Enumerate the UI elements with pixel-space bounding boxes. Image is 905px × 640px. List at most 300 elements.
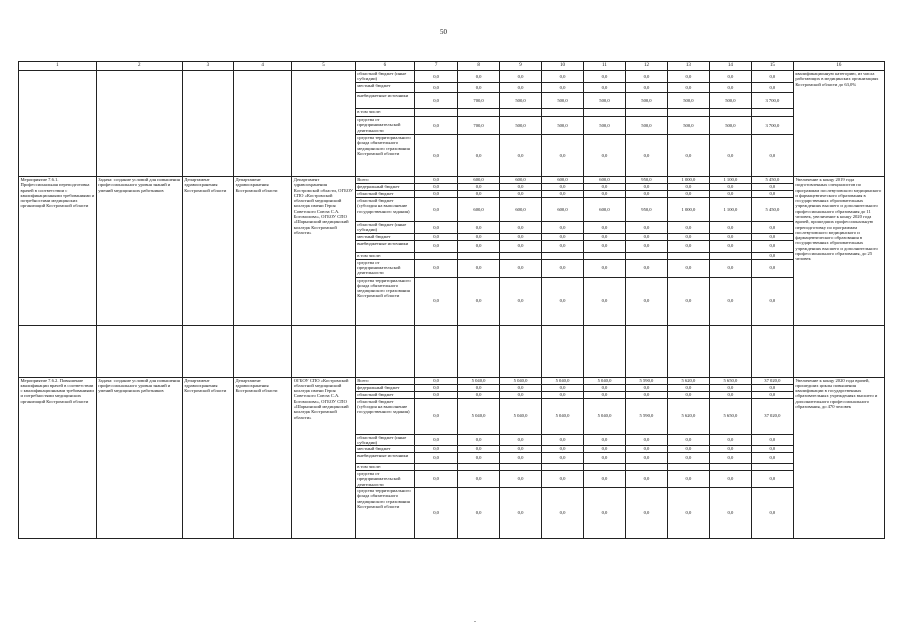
value-cell: 1 100,0 [709, 177, 751, 184]
executor-cell: Департамент здравоохранения Костромской области [233, 377, 291, 539]
value-cell: 0,0 [500, 471, 542, 488]
value-cell: 0,0 [709, 259, 751, 277]
value-cell: 600,0 [583, 198, 625, 222]
value-cell: 3 700,0 [751, 117, 793, 135]
funding-source: местный бюджет [355, 446, 414, 453]
empty-cell [415, 325, 458, 377]
value-cell: 5 620,0 [667, 377, 709, 384]
value-cell: 0,0 [751, 384, 793, 391]
value-cell: 0,0 [751, 71, 793, 83]
value-cell: 0,0 [542, 135, 584, 177]
value-cell: 0,0 [458, 391, 500, 398]
value-cell: 0,0 [415, 434, 458, 446]
value-cell: 500,0 [625, 117, 667, 135]
value-cell: 0,0 [542, 222, 584, 234]
value-cell: 5 040,0 [500, 377, 542, 384]
page-number: 50 [440, 28, 447, 36]
empty-cell [292, 325, 355, 377]
value-cell [458, 252, 500, 259]
value-cell: 0,0 [583, 240, 625, 252]
value-cell: 0,0 [751, 453, 793, 464]
header-cell: 14 [709, 62, 751, 71]
empty-cell [458, 325, 500, 377]
value-cell: 0,0 [709, 240, 751, 252]
value-cell: 500,0 [709, 93, 751, 109]
value-cell: 500,0 [542, 117, 584, 135]
value-cell: 0,0 [500, 259, 542, 277]
value-cell: 0,0 [583, 391, 625, 398]
header-cell: 15 [751, 62, 793, 71]
value-cell: 5 620,0 [667, 398, 709, 434]
value-cell: 0,0 [667, 233, 709, 240]
value-cell: 0,0 [415, 277, 458, 325]
value-cell: 0,0 [709, 184, 751, 191]
value-cell: 0,0 [625, 135, 667, 177]
funding-source: областной бюджет [355, 391, 414, 398]
value-cell: 0,0 [542, 277, 584, 325]
expected-result: квалификационную категорию, из числа работающих в медицинских организациях Костромской области до 63,0% [793, 71, 884, 177]
empty-cell [751, 325, 793, 377]
value-cell: 0,0 [542, 453, 584, 464]
value-cell: 0,0 [500, 488, 542, 539]
value-cell: 500,0 [709, 117, 751, 135]
task-cell: Задача: создание условий для повышения профессионального уровня знаний и умений медицинских работников [96, 177, 182, 326]
value-cell: 0,0 [625, 277, 667, 325]
value-cell: 0,0 [583, 222, 625, 234]
value-cell: 0,0 [625, 391, 667, 398]
funding-source: внебюджетные источники [355, 240, 414, 252]
value-cell: 0,0 [625, 471, 667, 488]
funding-source: местный бюджет [355, 233, 414, 240]
funding-source: средства от предпринимательской деятельности [355, 259, 414, 277]
value-cell: 0,0 [667, 446, 709, 453]
funding-source: областной бюджет [355, 191, 414, 198]
header-cell: 11 [583, 62, 625, 71]
empty-cell [355, 325, 414, 377]
value-cell [583, 252, 625, 259]
value-cell: 0,0 [415, 453, 458, 464]
value-cell: 0,0 [500, 83, 542, 93]
value-cell: 0,0 [667, 222, 709, 234]
value-cell: 0,0 [583, 434, 625, 446]
value-cell: 0,0 [542, 240, 584, 252]
value-cell [415, 109, 458, 117]
value-cell: 500,0 [542, 93, 584, 109]
value-cell: 0,0 [751, 391, 793, 398]
header-cell: 7 [415, 62, 458, 71]
value-cell: 500,0 [667, 117, 709, 135]
value-cell: 0,0 [751, 471, 793, 488]
value-cell: 0,0 [500, 233, 542, 240]
coordinator-cell: Департамент здравоохранения Костромской области [182, 377, 233, 539]
value-cell: 0,0 [415, 117, 458, 135]
value-cell: 0,0 [709, 384, 751, 391]
value-cell: 0,0 [458, 488, 500, 539]
value-cell: 0,0 [415, 71, 458, 83]
value-cell: 0,0 [709, 446, 751, 453]
value-cell: 0,0 [500, 191, 542, 198]
value-cell: 950,0 [625, 198, 667, 222]
funding-source: местный бюджет [355, 83, 414, 93]
empty-cell [542, 325, 584, 377]
value-cell: 5 650,0 [709, 398, 751, 434]
value-cell: 0,0 [625, 191, 667, 198]
empty-cell [182, 325, 233, 377]
value-cell: 0,0 [542, 259, 584, 277]
value-cell: 0,0 [667, 259, 709, 277]
header-cell: 13 [667, 62, 709, 71]
value-cell [458, 109, 500, 117]
header-cell: 16 [793, 62, 884, 71]
value-cell: 0,0 [415, 191, 458, 198]
value-cell [625, 464, 667, 471]
expected-result: Увеличение к концу 2020 года врачей, прошедших циклы повышения квалификации в государственных образовательных учреждениях высшего и дополнительного профессионального образования, до 470 человек [793, 377, 884, 539]
value-cell: 0,0 [709, 277, 751, 325]
value-cell [667, 464, 709, 471]
value-cell: 0,0 [500, 446, 542, 453]
value-cell [458, 464, 500, 471]
task-cell: Задача: создание условий для повышения профессионального уровня знаний и умений медицинских работников [96, 377, 182, 539]
value-cell: 37 020,0 [751, 377, 793, 384]
value-cell [500, 252, 542, 259]
expected-result: Увеличение к концу 2019 года подготовленных специалистов по программам послевузовского медицинского и фармацевтического образования в государственных образовательных учреждениях высшего и дополнительного профессионального образования до 11 человек, увеличение к концу 2020 года врачей, прошедших профессиональную переподготовку по программам послевузовского медицинского и фармацевтического образования в государственных образовательных учреждениях высшего и дополнительного профессионального образования, до 25 человек [793, 177, 884, 326]
value-cell: 0,0 [542, 434, 584, 446]
funding-source: областной бюджет (иные субсидии) [355, 222, 414, 234]
funding-source: в том числе: [355, 464, 414, 471]
value-cell [542, 252, 584, 259]
value-cell: 0,0 [415, 93, 458, 109]
value-cell: 0,0 [415, 184, 458, 191]
header-cell: 4 [233, 62, 291, 71]
value-cell [625, 252, 667, 259]
blank-cell [96, 71, 182, 177]
value-cell: 0,0 [415, 135, 458, 177]
funding-source: средства от предпринимательской деятельности [355, 117, 414, 135]
value-cell: 0,0 [415, 222, 458, 234]
value-cell: 0,0 [625, 446, 667, 453]
value-cell: 5 040,0 [542, 377, 584, 384]
value-cell: 0,0 [583, 191, 625, 198]
header-cell: 3 [182, 62, 233, 71]
header-cell: 9 [500, 62, 542, 71]
value-cell: 0,0 [583, 277, 625, 325]
value-cell: 0,0 [625, 240, 667, 252]
value-cell: 0,0 [583, 488, 625, 539]
value-cell: 5 450,0 [751, 177, 793, 184]
value-cell: 0,0 [458, 277, 500, 325]
value-cell: 0,0 [625, 488, 667, 539]
header-cell: 8 [458, 62, 500, 71]
value-cell: 0,0 [500, 71, 542, 83]
value-cell: 1 000,0 [667, 177, 709, 184]
value-cell: 3 700,0 [751, 93, 793, 109]
value-cell: 0,0 [751, 222, 793, 234]
value-cell: 0,0 [751, 135, 793, 177]
value-cell: 0,0 [500, 184, 542, 191]
value-cell: 0,0 [709, 83, 751, 93]
measure-name: Мероприятие 7.6.1. Профессиональная переподготовка врачей в соответствии с квалификационными требованиями и потребностями медицинских организаций Костромской области [19, 177, 97, 326]
value-cell: 0,0 [542, 471, 584, 488]
value-cell: 0,0 [458, 83, 500, 93]
table-row [19, 377, 885, 384]
value-cell: 0,0 [458, 434, 500, 446]
value-cell: 0,0 [667, 488, 709, 539]
value-cell [709, 252, 751, 259]
value-cell: 0,0 [709, 71, 751, 83]
value-cell [709, 109, 751, 117]
funding-source: федеральный бюджет [355, 384, 414, 391]
value-cell: 0,0 [583, 83, 625, 93]
value-cell: 0,0 [667, 434, 709, 446]
value-cell: 0,0 [625, 259, 667, 277]
budget-table [18, 61, 885, 539]
value-cell: 0,0 [709, 222, 751, 234]
value-cell: 0,0 [415, 377, 458, 384]
value-cell: 500,0 [500, 93, 542, 109]
value-cell: 0,0 [583, 453, 625, 464]
value-cell: 0,0 [542, 488, 584, 539]
funding-source: областной бюджет (иные субсидии) [355, 71, 414, 83]
value-cell: 5 040,0 [458, 377, 500, 384]
value-cell [542, 464, 584, 471]
value-cell [500, 109, 542, 117]
value-cell: 0,0 [709, 488, 751, 539]
value-cell: 0,0 [542, 384, 584, 391]
value-cell: 5 040,0 [583, 398, 625, 434]
value-cell: 0,0 [667, 240, 709, 252]
funding-source: областной бюджет (субсидия на выполнение государственного задания) [355, 198, 414, 222]
value-cell: 0,0 [415, 259, 458, 277]
value-cell: 0,0 [625, 222, 667, 234]
value-cell: 0,0 [667, 135, 709, 177]
value-cell: 0,0 [625, 71, 667, 83]
table-row [19, 71, 885, 83]
value-cell: 0,0 [751, 83, 793, 93]
value-cell: 0,0 [751, 488, 793, 539]
value-cell: 0,0 [625, 453, 667, 464]
header-cell: 6 [355, 62, 414, 71]
value-cell [751, 109, 793, 117]
value-cell: 0,0 [751, 446, 793, 453]
value-cell [667, 252, 709, 259]
funding-source: областной бюджет (субсидия на выполнение государственного задания) [355, 398, 414, 434]
value-cell: 5 590,0 [625, 398, 667, 434]
value-cell [415, 464, 458, 471]
funding-source: Всего [355, 177, 414, 184]
value-cell: 0,0 [583, 135, 625, 177]
empty-cell [500, 325, 542, 377]
value-cell: 0,0 [458, 71, 500, 83]
value-cell: 0,0 [415, 240, 458, 252]
value-cell: 0,0 [500, 222, 542, 234]
value-cell: 0,0 [458, 233, 500, 240]
value-cell: 0,0 [751, 434, 793, 446]
value-cell: 5 040,0 [542, 398, 584, 434]
value-cell: 500,0 [625, 93, 667, 109]
value-cell: 0,0 [500, 453, 542, 464]
value-cell: 0,0 [751, 259, 793, 277]
value-cell: 600,0 [542, 198, 584, 222]
value-cell: 0,0 [667, 277, 709, 325]
funding-source: Всего [355, 377, 414, 384]
value-cell: 0,0 [500, 391, 542, 398]
value-cell: 0,0 [415, 177, 458, 184]
value-cell: 0,0 [542, 446, 584, 453]
value-cell [542, 109, 584, 117]
value-cell: 500,0 [583, 117, 625, 135]
value-cell: 0,0 [458, 384, 500, 391]
value-cell: 600,0 [458, 198, 500, 222]
value-cell: 0,0 [709, 191, 751, 198]
table-row [19, 177, 885, 184]
header-cell: 10 [542, 62, 584, 71]
funding-source: средства территориального фонда обязательного медицинского страхования Костромской области [355, 277, 414, 325]
empty-cell [19, 325, 97, 377]
value-cell: 0,0 [500, 135, 542, 177]
value-cell: 0,0 [751, 240, 793, 252]
value-cell: 600,0 [500, 198, 542, 222]
participants-cell: Департамент здравоохранения Костромской области, ОГБОУ СПО «Костромской областной медицинский колледж имени Героя Советского Союза С.А. Богомолова», ОГБОУ СПО «Шарьинский медицинский колледж Костромской области» [292, 177, 355, 326]
funding-source: средства от предпринимательской деятельности [355, 471, 414, 488]
executor-cell: Департамент здравоохранения Костромской области [233, 177, 291, 326]
value-cell: 0,0 [625, 434, 667, 446]
blank-cell [292, 71, 355, 177]
value-cell: 5 040,0 [583, 377, 625, 384]
value-cell: 1 100,0 [709, 198, 751, 222]
funding-source: внебюджетные источники [355, 453, 414, 464]
value-cell: 0,0 [583, 184, 625, 191]
value-cell: 0,0 [458, 259, 500, 277]
value-cell: 0,0 [458, 191, 500, 198]
value-cell: 0,0 [667, 71, 709, 83]
value-cell: 0,0 [458, 135, 500, 177]
value-cell: 0,0 [415, 488, 458, 539]
empty-cell [625, 325, 667, 377]
value-cell: 5 040,0 [500, 398, 542, 434]
value-cell: 700,0 [458, 93, 500, 109]
empty-cell [667, 325, 709, 377]
value-cell: 0,0 [583, 259, 625, 277]
value-cell: 5 590,0 [625, 377, 667, 384]
value-cell: 0,0 [667, 384, 709, 391]
value-cell: 0,0 [415, 198, 458, 222]
value-cell: 0,0 [751, 184, 793, 191]
blank-cell [182, 71, 233, 177]
funding-source: внебюджетные источники [355, 93, 414, 109]
value-cell: 5 450,0 [751, 198, 793, 222]
funding-source: областной бюджет (иные субсидии) [355, 434, 414, 446]
value-cell: 0,0 [751, 233, 793, 240]
value-cell: 0,0 [500, 277, 542, 325]
value-cell: 0,0 [583, 233, 625, 240]
empty-cell [96, 325, 182, 377]
value-cell: 37 020,0 [751, 398, 793, 434]
value-cell [583, 109, 625, 117]
value-cell: 0,0 [583, 71, 625, 83]
empty-cell [233, 325, 291, 377]
value-cell: 950,0 [625, 177, 667, 184]
value-cell: 0,0 [458, 453, 500, 464]
funding-source: федеральный бюджет [355, 184, 414, 191]
value-cell: 0,0 [415, 233, 458, 240]
value-cell: 700,0 [458, 117, 500, 135]
value-cell: 0,0 [415, 391, 458, 398]
value-cell [751, 464, 793, 471]
value-cell: 0,0 [709, 233, 751, 240]
value-cell: 0,0 [458, 240, 500, 252]
value-cell: 0,0 [415, 83, 458, 93]
value-cell: 0,0 [458, 222, 500, 234]
spacer-row [19, 325, 885, 377]
value-cell: 0,0 [458, 471, 500, 488]
value-cell: 600,0 [458, 177, 500, 184]
value-cell: 0,0 [500, 434, 542, 446]
value-cell: 0,0 [667, 191, 709, 198]
value-cell: 0,0 [415, 384, 458, 391]
coordinator-cell: Департамент здравоохранения Костромской области [182, 177, 233, 326]
empty-cell [793, 325, 884, 377]
value-cell: 600,0 [500, 177, 542, 184]
value-cell: 0,0 [415, 446, 458, 453]
value-cell: 0,0 [709, 391, 751, 398]
value-cell: 0,0 [542, 233, 584, 240]
value-cell [709, 464, 751, 471]
blank-cell [19, 71, 97, 177]
value-cell: 0,0 [542, 83, 584, 93]
value-cell: 0,0 [500, 240, 542, 252]
funding-source: в том числе: [355, 252, 414, 259]
value-cell: 0,0 [625, 384, 667, 391]
header-cell: 12 [625, 62, 667, 71]
value-cell [500, 464, 542, 471]
empty-cell [709, 325, 751, 377]
value-cell: 500,0 [583, 93, 625, 109]
value-cell: 0,0 [458, 184, 500, 191]
value-cell: 0,0 [415, 471, 458, 488]
footer-mark: - [474, 619, 476, 625]
value-cell: 0,0 [709, 135, 751, 177]
value-cell [667, 109, 709, 117]
value-cell: 0,0 [667, 184, 709, 191]
value-cell: 0,0 [625, 184, 667, 191]
value-cell: 5 650,0 [709, 377, 751, 384]
value-cell [583, 464, 625, 471]
empty-cell [583, 325, 625, 377]
value-cell: 500,0 [667, 93, 709, 109]
value-cell: 0,0 [500, 384, 542, 391]
value-cell: 0,0 [751, 277, 793, 325]
value-cell: 1 000,0 [667, 198, 709, 222]
measure-name: Мероприятие 7.6.2. Повышение квалификации врачей в соответствии с квалификационными требованиями и потребностями медицинских организаций Костромской области [19, 377, 97, 539]
value-cell: 0,0 [667, 83, 709, 93]
value-cell: 0,0 [751, 252, 793, 259]
value-cell: 0,0 [709, 434, 751, 446]
header-cell: 1 [19, 62, 97, 71]
value-cell: 0,0 [542, 191, 584, 198]
participants-cell: ОГБОУ СПО «Костромской областной медицинский колледж имени Героя Советского Союза С.А. Богомолова», ОГБОУ СПО «Шарьинский медицинский колледж Костромской области» [292, 377, 355, 539]
value-cell: 0,0 [458, 446, 500, 453]
value-cell: 0,0 [751, 191, 793, 198]
value-cell: 5 040,0 [458, 398, 500, 434]
value-cell: 0,0 [583, 384, 625, 391]
value-cell: 0,0 [667, 471, 709, 488]
value-cell: 500,0 [500, 117, 542, 135]
value-cell: 0,0 [709, 453, 751, 464]
blank-cell [233, 71, 291, 177]
value-cell: 0,0 [542, 71, 584, 83]
value-cell: 0,0 [415, 398, 458, 434]
header-row [19, 62, 885, 71]
